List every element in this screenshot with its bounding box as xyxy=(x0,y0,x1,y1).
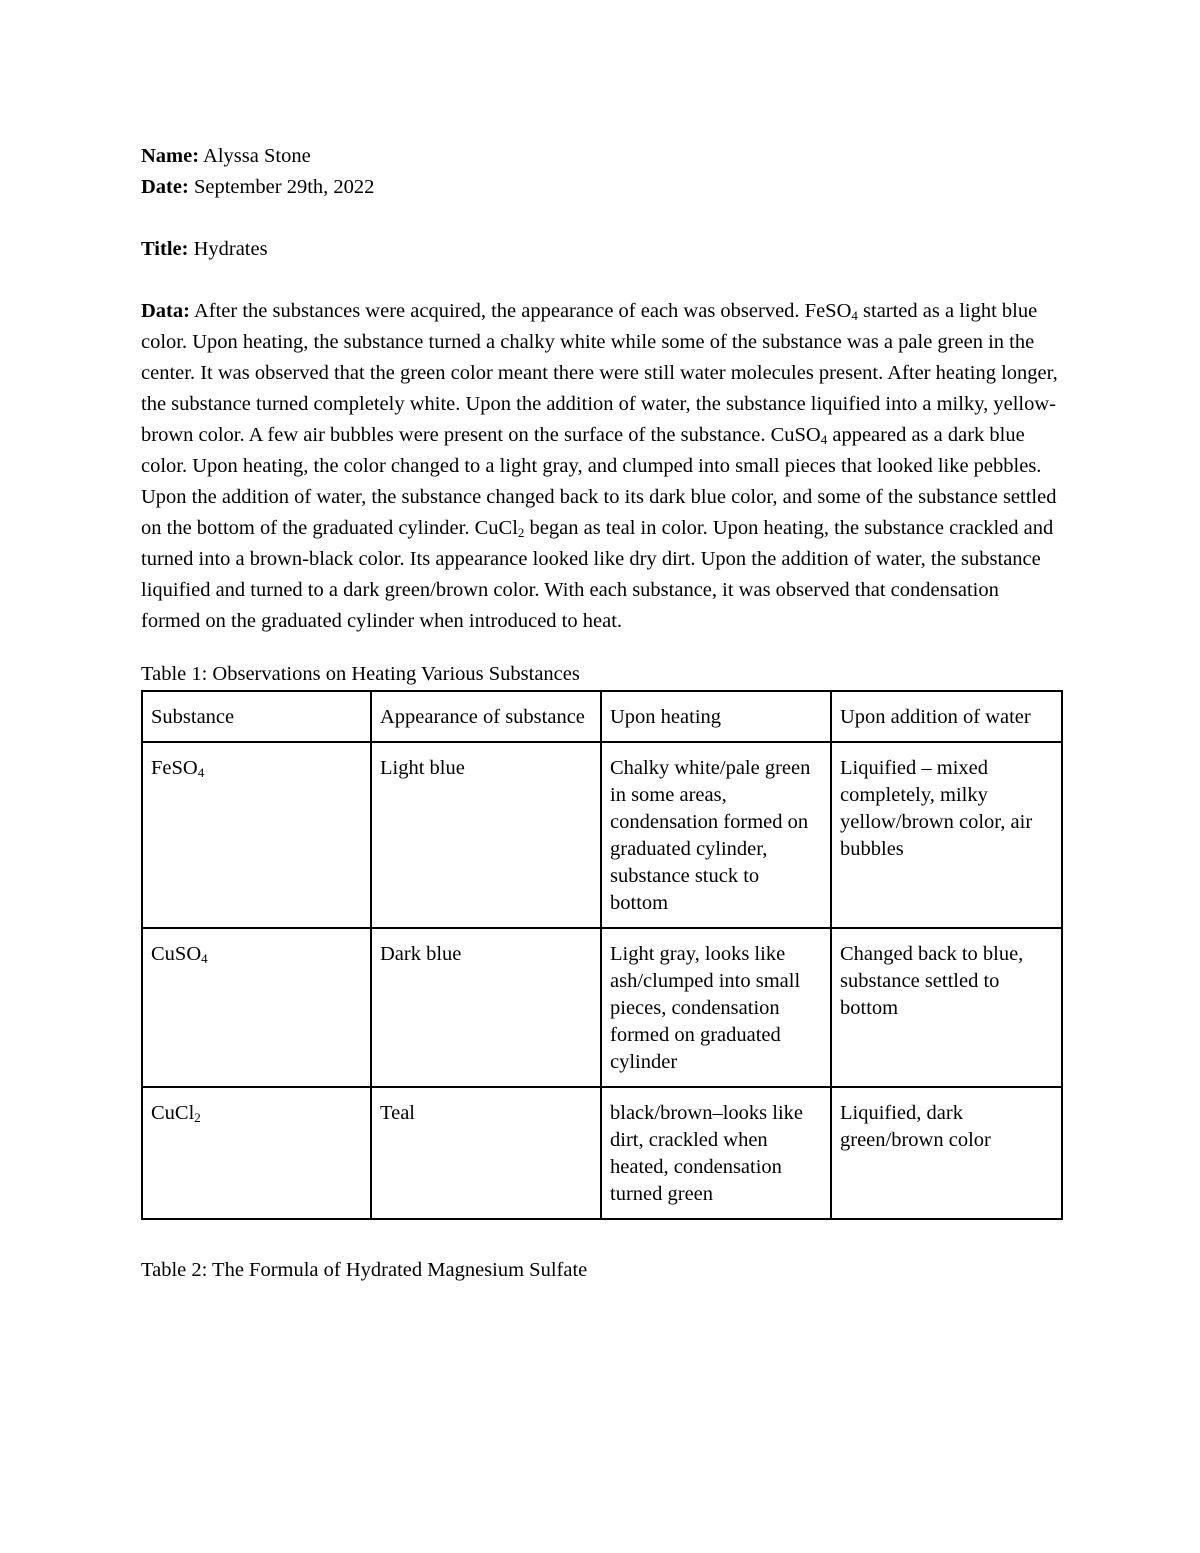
table-row xyxy=(142,1087,1062,1219)
header-cell-heating: Upon heating xyxy=(601,691,831,742)
cell-water: Changed back to blue, substance settled to bottom xyxy=(831,928,1062,1087)
title-value: Hydrates xyxy=(188,238,268,260)
substance-subscript: 4 xyxy=(201,951,208,966)
header-cell-substance: Substance xyxy=(142,691,371,742)
data-text-2: started as a light blue color. Upon heating, the substance turned a chalky white while some of the substance was a pale green in the center. It was observed that the green color meant there were still water molecules present. After heating longer, the substance turned completely white. Upon the addition of water, the substance liquified into a milky, yellow-brown color. A few air bubbles were present on the surface of the substance. CuSO xyxy=(141,300,1058,446)
data-subscript-1: 4 xyxy=(851,308,858,323)
date-label: Date: xyxy=(141,176,189,198)
cell-appearance: Dark blue xyxy=(371,928,601,1087)
name-value: Alyssa Stone xyxy=(199,145,311,167)
document-page xyxy=(141,141,1063,1286)
cell-substance xyxy=(142,742,371,928)
name-line xyxy=(141,141,1063,172)
data-text-1: After the substances were acquired, the appearance of each was observed. FeSO xyxy=(189,300,852,322)
header-cell-water: Upon addition of water xyxy=(831,691,1062,742)
table-row xyxy=(142,742,1062,928)
substance-formula: FeSO xyxy=(151,757,198,779)
substance-subscript: 4 xyxy=(197,765,205,780)
cell-heating: Chalky white/pale green in some areas, condensation formed on graduated cylinder, substance stuck to bottom xyxy=(601,742,831,928)
cell-water: Liquified – mixed completely, milky yellow/brown color, air bubbles xyxy=(831,742,1062,928)
spacer xyxy=(141,203,1063,234)
data-subscript-2: 4 xyxy=(820,432,828,447)
header-cell-appearance: Appearance of substance xyxy=(371,691,601,742)
table-header-row xyxy=(142,691,1062,742)
observations-table xyxy=(141,690,1063,1220)
substance-formula: CuCl xyxy=(151,1102,195,1124)
cell-substance xyxy=(142,928,371,1087)
date-line xyxy=(141,172,1063,203)
substance-formula: CuSO xyxy=(151,943,202,965)
title-line xyxy=(141,234,1063,265)
data-paragraph xyxy=(141,296,1063,637)
cell-appearance: Light blue xyxy=(371,742,601,928)
date-value: September 29th, 2022 xyxy=(188,176,375,198)
cell-heating: Light gray, looks like ash/clumped into small pieces, condensation formed on graduated cylinder xyxy=(601,928,831,1087)
data-text-4: began as teal in color. Upon heating, the substance crackled and turned into a brown-black color. Its appearance looked like dry dirt. Upon the addition of water, the substance liquified and turned to a dark green/brown color. With each substance, it was observed that condensation formed on the graduated cylinder when introduced to heat. xyxy=(141,517,1054,632)
table2-caption: Table 2: The Formula of Hydrated Magnesium Sulfate xyxy=(141,1259,588,1281)
data-text-3: appeared as a dark blue color. Upon heating, the color changed to a light gray, and clumped into small pieces that looked like pebbles. Upon the addition of water, the substance changed back to its dark blue color, and some of the substance settled on the bottom of the graduated cylinder. CuCl xyxy=(141,424,1057,539)
title-label: Title: xyxy=(141,238,189,260)
cell-substance xyxy=(142,1087,371,1219)
cell-water: Liquified, dark green/brown color xyxy=(831,1087,1062,1219)
data-subscript-3: 2 xyxy=(517,525,525,540)
table-row xyxy=(142,928,1062,1087)
substance-subscript: 2 xyxy=(194,1110,201,1125)
data-label: Data: xyxy=(141,300,190,322)
table1-caption: Table 1: Observations on Heating Various Substances xyxy=(141,663,580,685)
cell-heating: black/brown–looks like dirt, crackled when heated, condensation turned green xyxy=(601,1087,831,1219)
cell-appearance: Teal xyxy=(371,1087,601,1219)
spacer xyxy=(141,265,1063,296)
name-label: Name: xyxy=(141,145,200,167)
